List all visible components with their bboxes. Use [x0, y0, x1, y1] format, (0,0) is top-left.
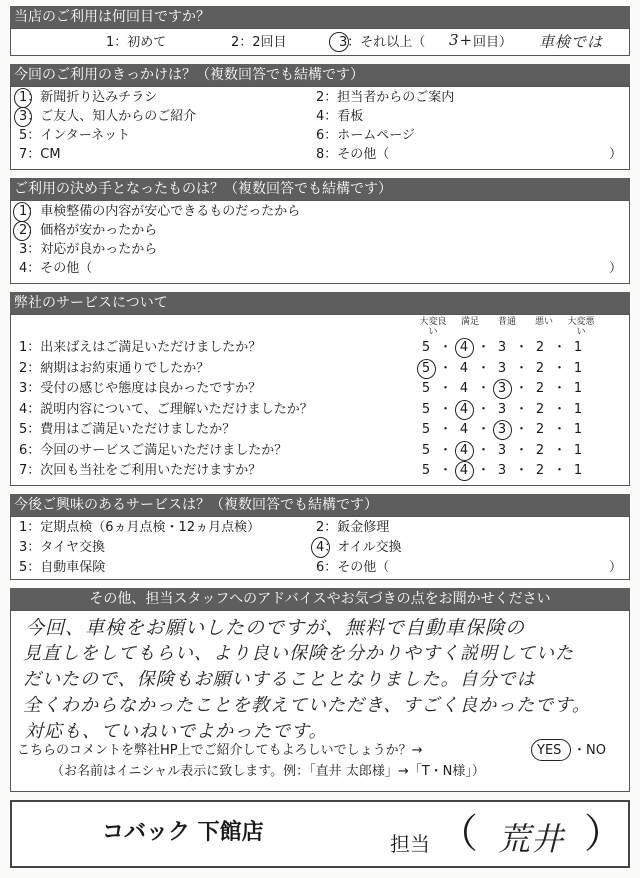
rating-option[interactable]: 2: [535, 442, 545, 458]
footer-box: [10, 800, 630, 868]
q3-option-4[interactable]: 4：その他（: [19, 261, 93, 276]
rating-circle: [417, 359, 436, 379]
rating-option[interactable]: 5: [421, 340, 431, 355]
q4-title: 弊社のサービスについて: [14, 295, 168, 311]
rating-option[interactable]: 4: [459, 360, 469, 376]
q5-title: 今後ご興味のあるサービスは？（複数回答でも結構です）: [14, 497, 378, 513]
q2-header: [10, 64, 630, 86]
q6-box: [10, 610, 630, 792]
q2-option-2[interactable]: 2：担当者からのご案内: [316, 90, 455, 105]
rating-option[interactable]: 5: [421, 401, 431, 417]
rating-option[interactable]: 4: [459, 442, 469, 458]
q1-circle-mark: [329, 32, 349, 52]
rating-dot: ・: [439, 442, 453, 458]
q5-option-3[interactable]: 3：タイヤ交換: [19, 540, 106, 555]
q3-option-2[interactable]: 2：価格が安かったから: [19, 223, 158, 238]
q5-option-6[interactable]: 6：その他（: [316, 560, 390, 575]
rating-option[interactable]: 3: [497, 401, 507, 417]
rating-dot: ・: [439, 422, 453, 437]
rating-option[interactable]: 1: [573, 422, 583, 437]
rating-question: 6：今回のサービスご満足いただけましたか？: [19, 442, 288, 458]
q3-option-4-close: ）: [609, 261, 623, 276]
rating-option[interactable]: 3: [497, 381, 507, 396]
rating-dot: ・: [553, 401, 567, 417]
q2-option-8-close: ）: [609, 147, 623, 162]
rating-dot: ・: [439, 401, 453, 417]
rating-question: 2：納期はお約束通りでしたか？: [19, 360, 210, 376]
rating-option[interactable]: 2: [535, 340, 545, 355]
staff-name: 荒井: [498, 820, 565, 858]
q2-option-8[interactable]: 8：その他（: [316, 147, 390, 162]
q4-box: [10, 314, 630, 486]
rating-option[interactable]: 3: [497, 340, 507, 355]
q3-option-3[interactable]: 3：対応が良かったから: [19, 242, 158, 257]
consent-no[interactable]: ・NO: [573, 743, 606, 758]
q5-option-2[interactable]: 2：鈑金修理: [316, 520, 390, 535]
rating-dot: ・: [477, 340, 491, 355]
rating-dot: ・: [439, 381, 453, 396]
q1-header: [10, 6, 630, 28]
scale-label: 大変良い: [419, 317, 447, 337]
rating-dot: ・: [439, 340, 453, 355]
rating-dot: ・: [553, 463, 567, 478]
q5-box: [10, 516, 630, 580]
q2-title: 今回のご利用のきっかけは？（複数回答でも結構です）: [14, 67, 364, 83]
rating-option[interactable]: 5: [421, 442, 431, 458]
rating-option[interactable]: 1: [573, 401, 583, 417]
rating-option[interactable]: 4: [459, 422, 469, 437]
rating-dot: ・: [553, 422, 567, 437]
staff-paren-open: （: [438, 811, 478, 857]
rating-dot: ・: [439, 463, 453, 478]
q2-circle-1: [14, 88, 32, 108]
q5-circle-4: [311, 537, 330, 558]
rating-dot: ・: [477, 422, 491, 437]
rating-dot: ・: [515, 442, 529, 458]
q5-option-6-close: ）: [609, 560, 623, 575]
rating-circle: [455, 338, 474, 358]
q3-box: [10, 200, 630, 284]
scale-label: 大変悪い: [567, 317, 595, 337]
rating-question: 5：費用はご満足いただけましたか？: [19, 422, 236, 437]
rating-option[interactable]: 1: [573, 381, 583, 396]
q5-header: [10, 494, 630, 516]
q1-option-1[interactable]: 1：初めて: [106, 35, 167, 50]
rating-option[interactable]: 1: [573, 463, 583, 478]
rating-option[interactable]: 4: [459, 401, 469, 417]
staff-paren-close: ）: [584, 811, 624, 857]
q1-box: [10, 28, 630, 56]
rating-option[interactable]: 1: [573, 360, 583, 376]
q3-option-1[interactable]: 1：車検整備の内容が安心できるものだったから: [19, 204, 301, 219]
rating-option[interactable]: 3: [497, 360, 507, 376]
rating-option[interactable]: 4: [459, 381, 469, 396]
scale-label: 満足: [460, 317, 479, 327]
rating-option[interactable]: 5: [421, 360, 431, 376]
q4-header: [10, 292, 630, 314]
comment-line-5: 対応も、ていねいでよかったです。: [25, 721, 328, 742]
rating-circle: [493, 420, 512, 440]
rating-option[interactable]: 2: [535, 381, 545, 396]
q3-title: ご利用の決め手となったものは？（複数回答でも結構です）: [14, 181, 392, 197]
rating-dot: ・: [477, 442, 491, 458]
rating-dot: ・: [553, 381, 567, 396]
rating-option[interactable]: 1: [573, 442, 583, 458]
rating-option[interactable]: 2: [535, 463, 545, 478]
rating-dot: ・: [515, 381, 529, 396]
q1-option-3[interactable]: 3：それ以上（: [339, 35, 426, 50]
rating-dot: ・: [477, 463, 491, 478]
comment-line-3: だいたので、保険もお願いすることとなりました。自分では: [23, 669, 536, 690]
q5-option-5[interactable]: 5：自動車保険: [19, 560, 106, 575]
consent-yes[interactable]: YES: [537, 743, 562, 758]
rating-dot: ・: [515, 340, 529, 355]
rating-option[interactable]: 2: [535, 401, 545, 417]
rating-dot: ・: [515, 360, 529, 376]
rating-dot: ・: [553, 442, 567, 458]
rating-dot: ・: [553, 360, 567, 376]
rating-question: 3：受付の感じや態度は良かったですか？: [19, 381, 262, 396]
rating-option[interactable]: 5: [421, 422, 431, 437]
q6-title: その他、担当スタッフへのアドバイスやお気づきの点をお聞かせください: [89, 591, 551, 607]
q2-option-4[interactable]: 4：看板: [316, 109, 364, 124]
scale-label: 悪い: [534, 317, 553, 327]
q2-option-5[interactable]: 5：インターネット: [19, 128, 131, 143]
q1-hand-count: 3+: [449, 31, 474, 49]
rating-dot: ・: [515, 463, 529, 478]
comment-line-4: 全くわからなかったことを教えていただき、すごく良かったです。: [23, 695, 591, 716]
rating-dot: ・: [477, 401, 491, 417]
rating-circle: [455, 400, 474, 420]
rating-option[interactable]: 1: [573, 340, 583, 355]
rating-question: 4：説明内容について、ご理解いただけましたか？: [19, 401, 313, 417]
rating-circle: [455, 461, 474, 481]
q1-option-2[interactable]: 2：2回目: [231, 35, 287, 50]
rating-dot: ・: [553, 340, 567, 355]
q6-header: [10, 588, 630, 610]
scale-label: 普通: [497, 317, 516, 327]
rating-option[interactable]: 2: [535, 360, 545, 376]
rating-option[interactable]: 5: [421, 463, 431, 478]
q1-option-3-suffix: 回目）: [473, 35, 513, 50]
rating-option[interactable]: 5: [421, 381, 431, 396]
consent-yes-circle: [531, 739, 571, 761]
rating-option[interactable]: 3: [497, 422, 507, 437]
consent-question: こちらのコメントを弊社HP上でご紹介してもよろしいでしょうか？→: [17, 743, 423, 758]
q1-title: 当店のご利用は何回目ですか？: [14, 9, 210, 25]
rating-option[interactable]: 2: [535, 422, 545, 437]
q3-circle-1: [13, 202, 31, 222]
rating-question: 7：次回も当社をご利用いただけますか？: [19, 463, 262, 478]
rating-dot: ・: [477, 360, 491, 376]
rating-option[interactable]: 3: [497, 463, 507, 478]
q5-option-1[interactable]: 1：定期点検（6ヵ月点検・12ヵ月点検）: [19, 520, 261, 535]
rating-circle: [455, 441, 474, 461]
comment-line-2: 見直しをしてもらい、より良い保険を分かりやすく説明していた: [23, 643, 574, 664]
staff-label: 担当: [390, 832, 430, 856]
q2-option-1[interactable]: 1：新聞折り込みチラシ: [19, 90, 158, 105]
rating-option[interactable]: 4: [459, 463, 469, 478]
q2-option-7[interactable]: 7：CM: [19, 147, 61, 162]
q2-box: [10, 86, 630, 170]
consent-note: （お名前はイニシャル表示に致します。例：「直井 太郎様」→「T・N様」）: [51, 764, 485, 779]
comment-line-1: 今回、車検をお願いしたのですが、無料で自動車保険の: [25, 617, 526, 639]
rating-option[interactable]: 3: [497, 442, 507, 458]
rating-option[interactable]: 4: [459, 340, 469, 355]
q1-hand-note: 車検では: [539, 33, 604, 51]
q2-option-6[interactable]: 6：ホームページ: [316, 128, 416, 143]
rating-dot: ・: [477, 381, 491, 396]
rating-question: 1：出来ばえはご満足いただけましたか？: [19, 340, 262, 355]
q5-option-4[interactable]: 4：オイル交換: [316, 540, 402, 555]
rating-dot: ・: [439, 360, 453, 376]
rating-circle: [493, 379, 512, 399]
rating-dot: ・: [515, 401, 529, 417]
q2-option-3[interactable]: 3：ご友人、知人からのご紹介: [19, 109, 197, 124]
q3-header: [10, 178, 630, 200]
q3-circle-2: [13, 221, 31, 241]
rating-dot: ・: [515, 422, 529, 437]
q2-circle-3: [14, 107, 32, 127]
store-name: コバック 下館店: [102, 820, 264, 845]
